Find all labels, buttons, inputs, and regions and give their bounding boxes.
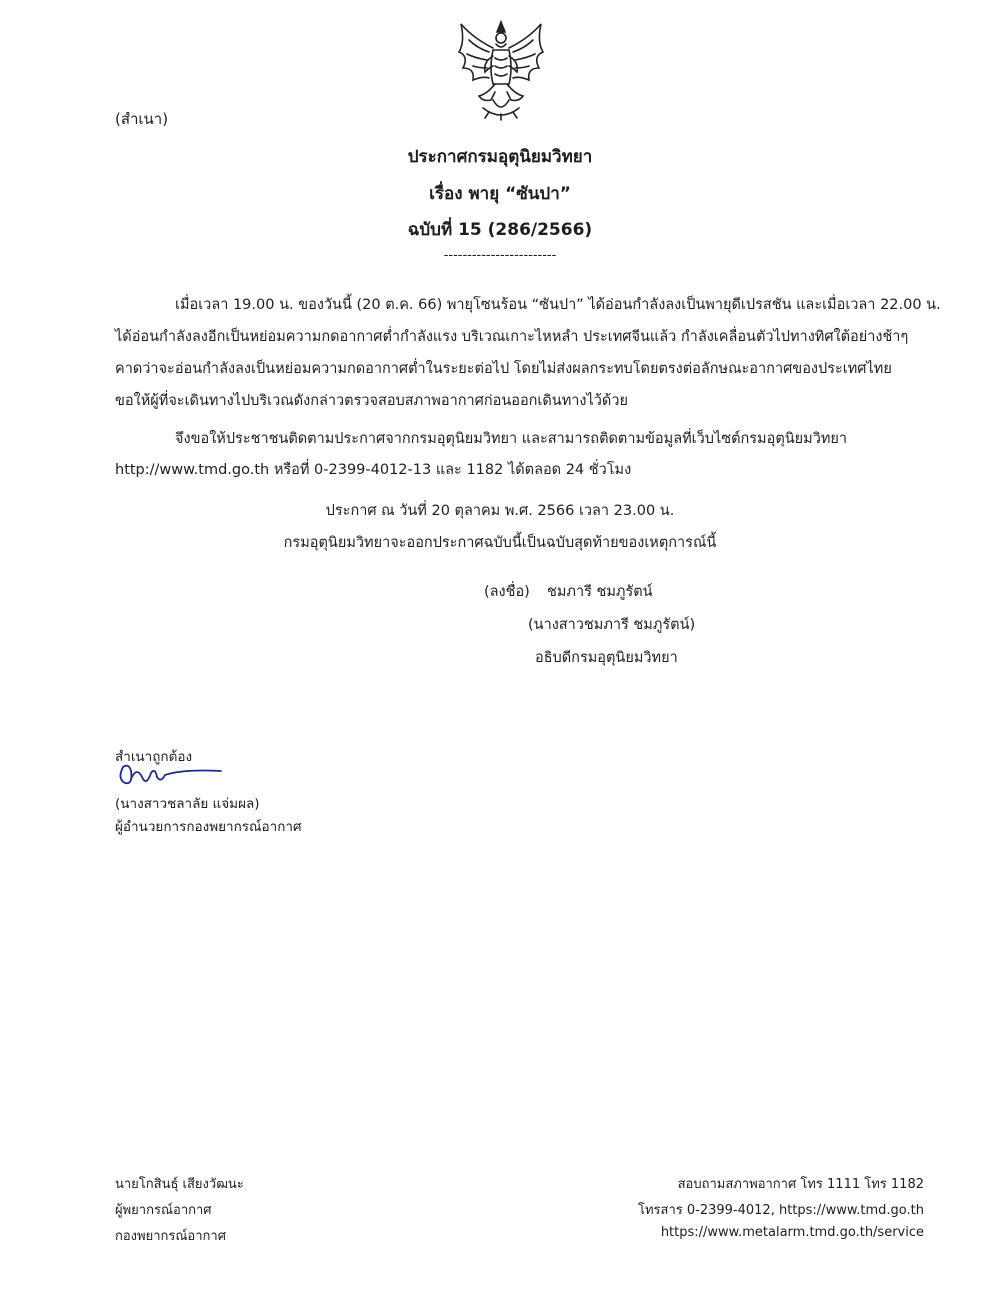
paragraph-1-line-1: เมื่อเวลา 19.00 น. ของวันนี้ (20 ต.ค. 66) พายุโซนร้อน “ซันปา” ได้อ่อนกำลังลงเป็นพายุดีเปรสชัน และเมื่อเวลา 22.00 น. [175, 297, 941, 313]
forecaster-name: นายโกสินธุ์ เสียงวัฒนะ [115, 1177, 244, 1192]
paragraph-1-line-2: ได้อ่อนกำลังลงอีกเป็นหย่อมความกดอากาศต่ำกำลังแรง บริเวณเกาะไหหลำ ประเทศจีนแล้ว กำลังเคลื่อนตัวไปทางทิศใต้อย่างช้าๆ [115, 329, 909, 345]
announcement-title: ประกาศกรมอุตุนิยมวิทยา [407, 147, 593, 167]
copy-label: (สำเนา) [115, 110, 169, 128]
signatory-position: อธิบดีกรมอุตุนิยมวิทยา [535, 650, 678, 666]
paragraph-2-line-2: http://www.tmd.go.th หรือที่ 0-2399-4012-13 และ 1182 ได้ตลอด 24 ชั่วโมง [115, 462, 632, 478]
certified-label: สำเนาถูกต้อง [115, 749, 193, 765]
signed-label: (ลงชื่อ) [484, 584, 530, 600]
handwritten-signature [113, 757, 228, 791]
announced-date: ประกาศ ณ วันที่ 20 ตุลาคม พ.ศ. 2566 เวลา 23.00 น. [325, 503, 675, 519]
announcement-subject: เรื่อง พายุ “ซันปา” [429, 184, 571, 204]
contact-url: https://www.metalarm.tmd.go.th/service [660, 1225, 924, 1240]
paragraph-1-line-3: คาดว่าจะอ่อนกำลังลงเป็นหย่อมความกดอากาศต่ำในระยะต่อไป โดยไม่ส่งผลกระทบโดยตรงต่อลักษณะอากาศของประเทศไทย [115, 361, 892, 377]
certified-position: ผู้อำนวยการกองพยากรณ์อากาศ [115, 819, 302, 835]
announcement-issue: ฉบับที่ 15 (286/2566) [407, 220, 593, 240]
signed-name: ชมภารี ชมภูรัตน์ [547, 584, 653, 600]
certified-name: (นางสาวชลาลัย แจ่มผล) [115, 796, 260, 812]
garuda-emblem-icon [453, 18, 549, 122]
signatory-full-name: (นางสาวชมภารี ชมภูรัตน์) [528, 617, 696, 633]
forecaster-division: กองพยากรณ์อากาศ [115, 1229, 226, 1244]
final-note: กรมอุตุนิยมวิทยาจะออกประกาศฉบับนี้เป็นฉบับสุดท้ายของเหตุการณ์นี้ [283, 535, 717, 551]
contact-phone: สอบถามสภาพอากาศ โทร 1111 โทร 1182 [677, 1177, 924, 1192]
paragraph-2-line-1: จึงขอให้ประชาชนติดตามประกาศจากกรมอุตุนิยมวิทยา และสามารถติดตามข้อมูลที่เว็บไซต์กรมอุตุนิยมวิทยา [175, 431, 848, 447]
forecaster-role: ผู้พยากรณ์อากาศ [115, 1203, 212, 1218]
paragraph-1-line-4: ขอให้ผู้ที่จะเดินทางไปบริเวณดังกล่าวตรวจสอบสภาพอากาศก่อนออกเดินทางไว้ด้วย [115, 393, 628, 409]
header-divider: ------------------------ [443, 248, 557, 263]
contact-fax: โทรสาร 0-2399-4012, https://www.tmd.go.th [638, 1203, 924, 1218]
